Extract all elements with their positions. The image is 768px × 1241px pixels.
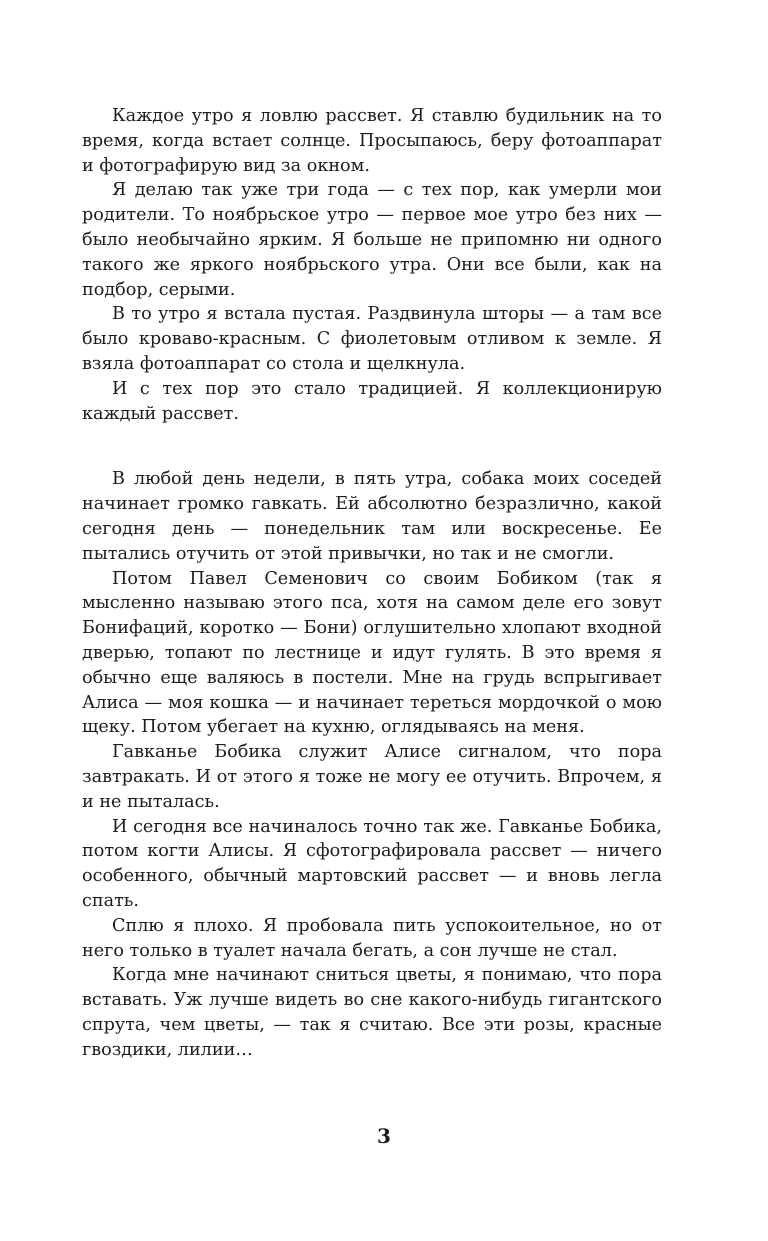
paragraph: Каждое утро я ловлю рассвет. Я ставлю будильник на то время, когда встает солнце. Просыпаюсь, беру фотоаппарат и фотографирую вид за окном. [82,106,662,176]
page-number: 3 [377,1124,391,1148]
section-morning [82,104,662,426]
paragraph: И с тех пор это стало традицией. Я коллекционирую каждый рассвет. [82,378,662,424]
paragraph: Гавканье Бобика служит Алисе сигналом, что пора завтракать. И от этого я тоже не могу ее отучить. Впрочем, я и не пыталась. [82,742,662,812]
paragraph: И сегодня все начиналось точно так же. Гавканье Бобика, потом когти Алисы. Я сфотографировала рассвет — ничего особенного, обычный мартовский рассвет — и вновь легла спать. [82,816,662,911]
paragraph: Я делаю так уже три года — с тех пор, как умерли мои родители. То ноябрьское утро — первое мое утро без них — было необычайно ярким. Я больше не припомню ни одного такого же яркого ноябрьского утра. Они все были, как на подбор, серыми. [82,180,662,300]
paragraph: В любой день недели, в пять утра, собака моих соседей начинает громко гавкать. Ей абсолютно безразлично, какой сегодня день — понедельник там или воскресенье. Ее пытались отучить от этой привычки, но так и не смогли. [82,469,662,564]
paragraph: Сплю я плохо. Я пробовала пить успокоительное, но от него только в туалет начала бегать, а сон лучше не стал. [82,915,662,961]
book-page-text [82,104,662,1062]
paragraph: Когда мне начинают сниться цветы, я понимаю, что пора вставать. Уж лучше видеть во сне какого-нибудь гигантского спрута, чем цветы, — так я считаю. Все эти розы, красные гвоздики, лилии… [82,965,662,1060]
paragraph: Потом Павел Семенович со своим Бобиком (так я мысленно называю этого пса, хотя на самом деле его зовут Бонифаций, коротко — Бони) оглушительно хлопают входной дверью, топают по лестнице и идут гулять. В это время я обычно еще валяюсь в постели. Мне на грудь вспрыгивает Алиса — моя кошка — и начинает тереться мордочкой о мою щеку. Потом убегает на кухню, оглядываясь на меня. [82,568,662,738]
section-break [82,426,662,467]
paragraph: В то утро я встала пустая. Раздвинула шторы — а там все было кроваво-красным. С фиолетовым отливом к земле. Я взяла фотоаппарат со стола и щелкнула. [82,304,662,374]
section-dog [82,467,662,1062]
